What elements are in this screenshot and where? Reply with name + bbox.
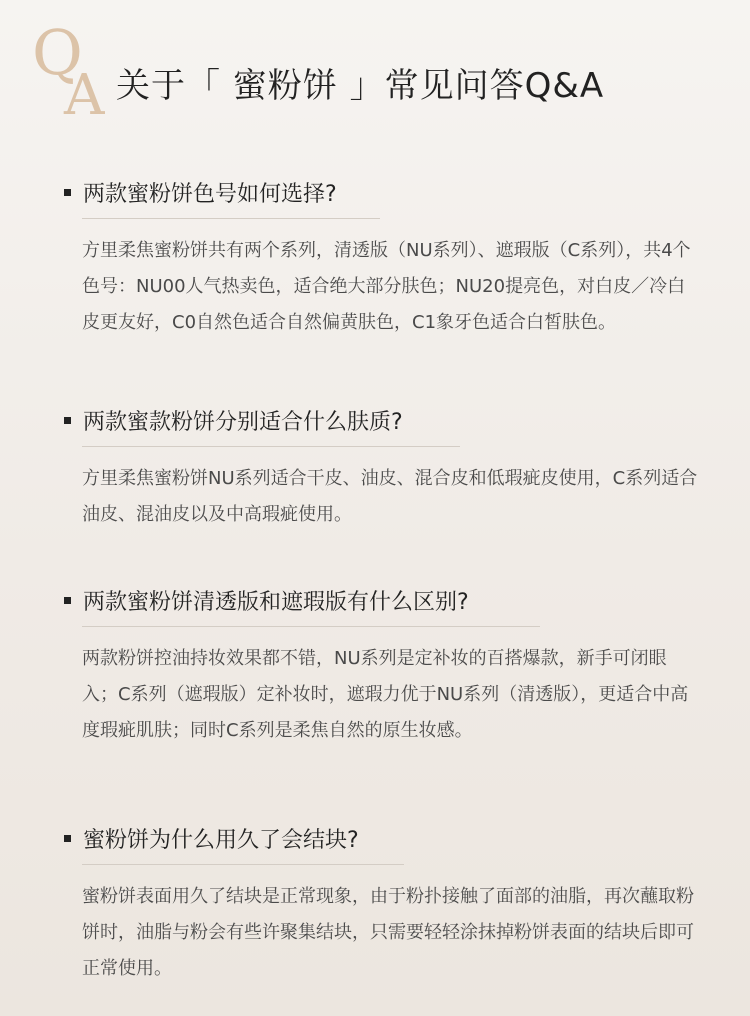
faq-question [64,172,704,212]
faq-item [64,580,704,749]
page-title: 关于「 蜜粉饼 」常见问答Q&A [116,66,605,106]
answer-text: 方里柔焦蜜粉饼共有两个系列，清透版（NU系列）、遮瑕版（C系列），共4个色号：NU00人气热卖色，适合绝大部分肤色；NU20提亮色，对白皮／冷白皮更友好，C0自然色适合自然偏黄肤色，C1象牙色适合白皙肤色。 [82,240,691,333]
faq-question [64,818,704,858]
bullet-icon [64,597,71,604]
faq-question [64,580,704,620]
answer-text: 两款粉饼控油持妆效果都不错，NU系列是定补妆的百搭爆款，新手可闭眼入；C系列（遮瑕版）定补妆时，遮瑕力优于NU系列（清透版），更适合中高度瑕疵肌肤；同时C系列是柔焦自然的原生妆感。 [82,648,689,741]
divider [82,864,404,865]
answer-text: 方里柔焦蜜粉饼NU系列适合干皮、油皮、混合皮和低瑕疵皮使用，C系列适合油皮、混油皮以及中高瑕疵使用。 [82,468,698,525]
logo-q: Q [32,16,83,89]
question-text: 两款蜜粉饼色号如何选择? [83,181,337,207]
question-text: 蜜粉饼为什么用久了会结块? [83,827,359,853]
faq-item [64,400,704,533]
bullet-icon [64,189,71,196]
question-text: 两款蜜粉饼清透版和遮瑕版有什么区别? [83,589,469,615]
divider [82,446,460,447]
answer-text: 蜜粉饼表面用久了结块是正常现象，由于粉扑接触了面部的油脂，再次蘸取粉饼时，油脂与粉会有些许聚集结块，只需要轻轻涂抹掉粉饼表面的结块后即可正常使用。 [82,886,694,979]
logo-a: A [64,63,105,128]
faq-item [64,818,704,987]
qa-logo [30,16,110,128]
divider [82,218,380,219]
faq-item [64,172,704,341]
divider [82,626,540,627]
faq-question [64,400,704,440]
question-text: 两款蜜款粉饼分别适合什么肤质? [83,409,403,435]
bullet-icon [64,417,71,424]
bullet-icon [64,835,71,842]
